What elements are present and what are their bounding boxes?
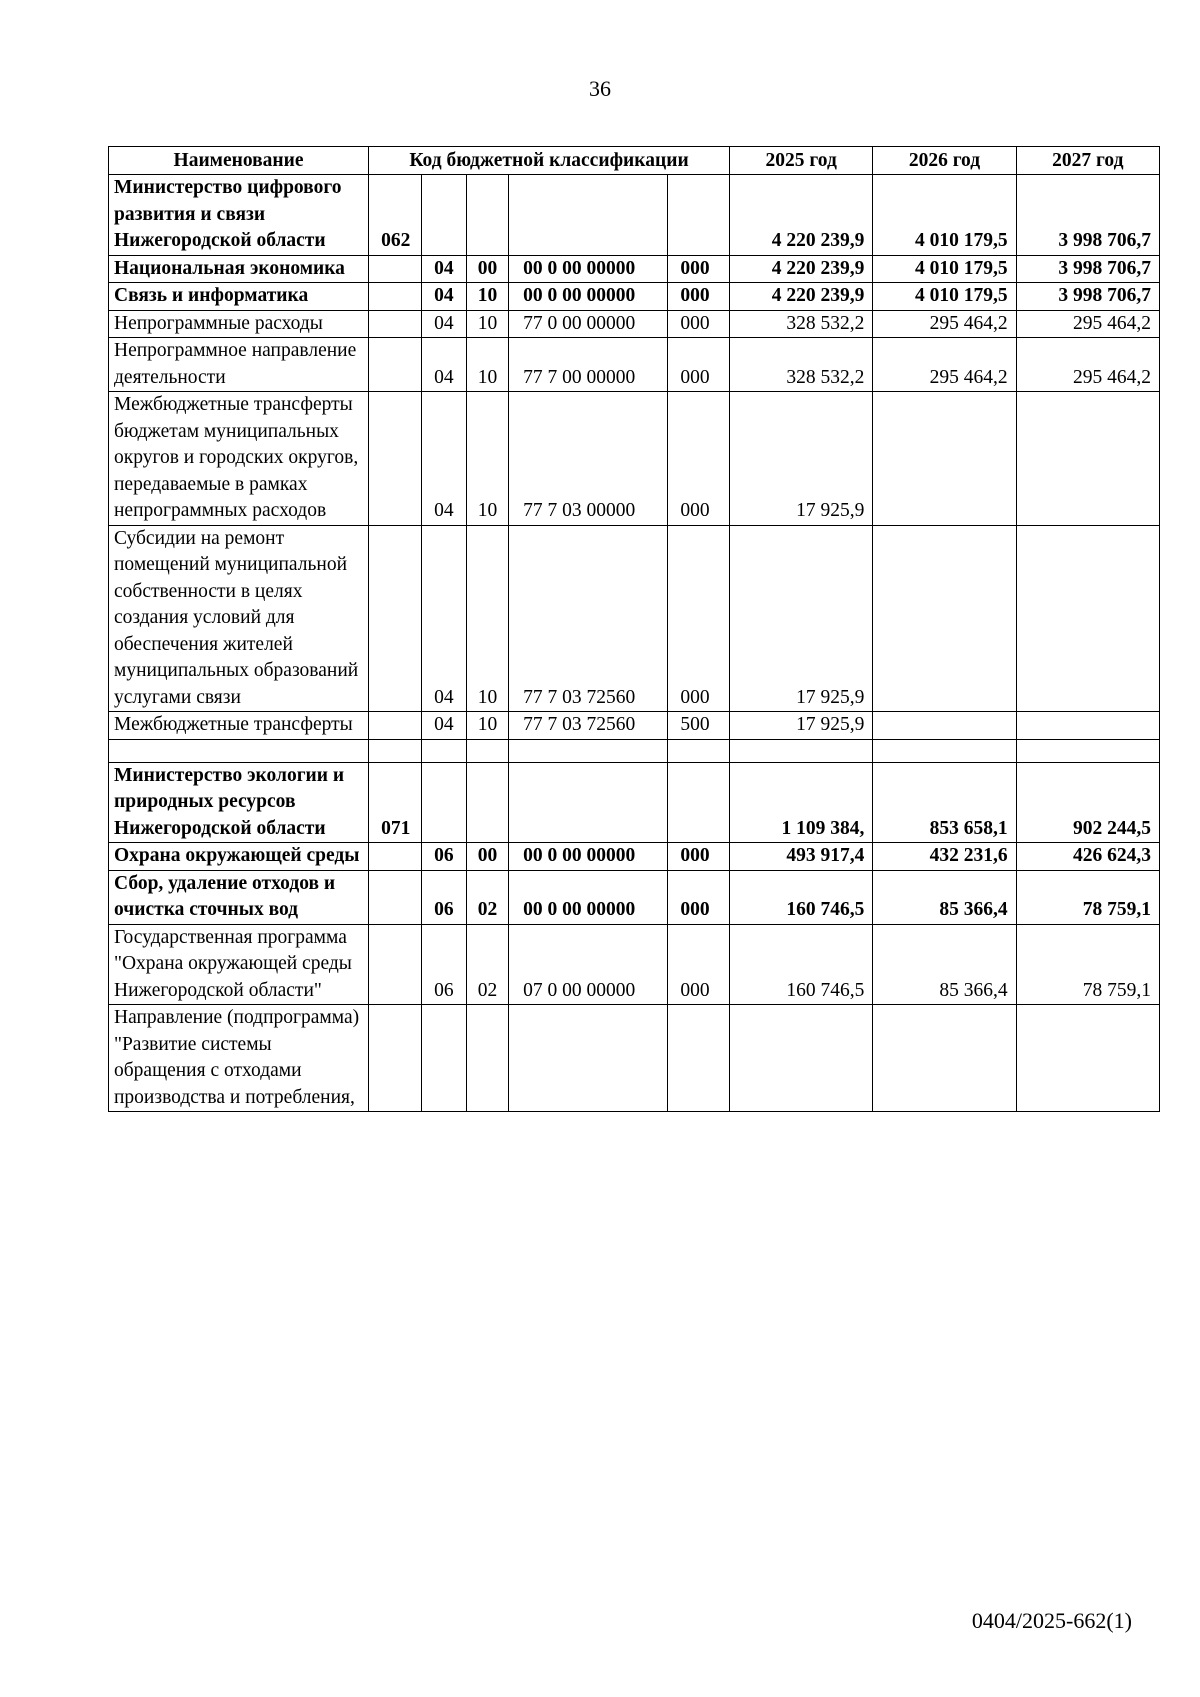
cell-target-article: 77 7 03 72560 [509, 712, 668, 740]
cell-target-article [509, 175, 668, 256]
header-2025: 2025 год [730, 147, 873, 175]
cell-name: Государственная программа "Охрана окружающей среды Нижегородской области" [109, 924, 369, 1005]
cell-name: Охрана окружающей среды [109, 843, 369, 871]
cell-expense-type: 000 [668, 870, 730, 924]
cell-2027 [1016, 525, 1159, 712]
table-row [109, 338, 1160, 392]
table-row [109, 175, 1160, 256]
cell-section: 04 [422, 310, 467, 338]
cell-subsection: 10 [466, 310, 508, 338]
cell-grbs [369, 392, 422, 526]
cell-name: Непрограммное направление деятельности [109, 338, 369, 392]
cell-2025: 17 925,9 [730, 712, 873, 740]
cell-2026 [873, 392, 1016, 526]
cell-section [422, 175, 467, 256]
spacer-row [109, 739, 1160, 762]
cell-target-article: 07 0 00 00000 [509, 924, 668, 1005]
cell-2026: 85 366,4 [873, 924, 1016, 1005]
cell-grbs [369, 712, 422, 740]
cell-2025: 160 746,5 [730, 924, 873, 1005]
cell-2025: 1 109 384, [730, 762, 873, 843]
cell-2026: 85 366,4 [873, 870, 1016, 924]
cell-2027: 295 464,2 [1016, 310, 1159, 338]
cell-name: Связь и информатика [109, 283, 369, 311]
cell-grbs: 062 [369, 175, 422, 256]
cell-grbs [369, 310, 422, 338]
cell-subsection: 10 [466, 525, 508, 712]
cell-2025: 17 925,9 [730, 392, 873, 526]
cell-expense-type: 500 [668, 712, 730, 740]
cell-section: 04 [422, 255, 467, 283]
cell-grbs [369, 283, 422, 311]
cell-2026 [873, 712, 1016, 740]
cell-target-article: 00 0 00 00000 [509, 255, 668, 283]
empty-cell [1016, 739, 1159, 762]
cell-2027: 3 998 706,7 [1016, 255, 1159, 283]
cell-expense-type: 000 [668, 525, 730, 712]
cell-name: Сбор, удаление отходов и очистка сточных вод [109, 870, 369, 924]
table-row [109, 283, 1160, 311]
cell-grbs [369, 870, 422, 924]
cell-target-article [509, 1005, 668, 1112]
cell-2027: 902 244,5 [1016, 762, 1159, 843]
cell-name: Межбюджетные трансферты бюджетам муниципальных округов и городских округов, передаваемые в рамках непрограммных расходов [109, 392, 369, 526]
cell-2027: 426 624,3 [1016, 843, 1159, 871]
table-row [109, 1005, 1160, 1112]
empty-cell [509, 739, 668, 762]
table-row [109, 843, 1160, 871]
cell-expense-type: 000 [668, 283, 730, 311]
budget-table [108, 146, 1160, 1112]
cell-section: 04 [422, 338, 467, 392]
cell-2025: 4 220 239,9 [730, 283, 873, 311]
empty-cell [730, 739, 873, 762]
cell-expense-type: 000 [668, 843, 730, 871]
cell-2025: 4 220 239,9 [730, 255, 873, 283]
cell-subsection: 02 [466, 924, 508, 1005]
cell-target-article: 77 0 00 00000 [509, 310, 668, 338]
cell-expense-type: 000 [668, 338, 730, 392]
cell-expense-type: 000 [668, 392, 730, 526]
cell-section: 06 [422, 843, 467, 871]
cell-2027: 78 759,1 [1016, 870, 1159, 924]
cell-2026: 295 464,2 [873, 338, 1016, 392]
cell-2025: 4 220 239,9 [730, 175, 873, 256]
cell-2026: 4 010 179,5 [873, 283, 1016, 311]
cell-section: 04 [422, 283, 467, 311]
table-row [109, 525, 1160, 712]
table-row [109, 924, 1160, 1005]
cell-subsection [466, 1005, 508, 1112]
cell-name: Субсидии на ремонт помещений муниципальной собственности в целях создания условий для обеспечения жителей муниципальных образований услугами связи [109, 525, 369, 712]
cell-2027: 3 998 706,7 [1016, 283, 1159, 311]
cell-subsection [466, 762, 508, 843]
cell-2026 [873, 525, 1016, 712]
cell-2025: 328 532,2 [730, 338, 873, 392]
cell-grbs [369, 338, 422, 392]
empty-cell [466, 739, 508, 762]
cell-target-article: 00 0 00 00000 [509, 870, 668, 924]
cell-subsection: 10 [466, 338, 508, 392]
empty-cell [873, 739, 1016, 762]
cell-expense-type [668, 1005, 730, 1112]
table-row [109, 870, 1160, 924]
cell-2027: 295 464,2 [1016, 338, 1159, 392]
cell-2025 [730, 1005, 873, 1112]
empty-cell [369, 739, 422, 762]
cell-section [422, 762, 467, 843]
cell-grbs [369, 255, 422, 283]
cell-section: 04 [422, 712, 467, 740]
header-name: Наименование [109, 147, 369, 175]
cell-2025: 493 917,4 [730, 843, 873, 871]
cell-section: 06 [422, 870, 467, 924]
cell-expense-type: 000 [668, 924, 730, 1005]
header-2026: 2026 год [873, 147, 1016, 175]
cell-expense-type: 000 [668, 255, 730, 283]
cell-section: 04 [422, 525, 467, 712]
cell-target-article [509, 762, 668, 843]
cell-expense-type [668, 175, 730, 256]
cell-subsection: 00 [466, 843, 508, 871]
cell-grbs [369, 924, 422, 1005]
empty-cell [422, 739, 467, 762]
cell-subsection: 10 [466, 712, 508, 740]
cell-expense-type [668, 762, 730, 843]
cell-name: Министерство экологии и природных ресурсов Нижегородской области [109, 762, 369, 843]
header-code: Код бюджетной классификации [369, 147, 730, 175]
cell-2026: 432 231,6 [873, 843, 1016, 871]
cell-2027 [1016, 392, 1159, 526]
cell-name: Межбюджетные трансферты [109, 712, 369, 740]
cell-grbs [369, 1005, 422, 1112]
cell-2027 [1016, 1005, 1159, 1112]
cell-name: Министерство цифрового развития и связи Нижегородской области [109, 175, 369, 256]
cell-section [422, 1005, 467, 1112]
cell-section: 06 [422, 924, 467, 1005]
cell-2026: 295 464,2 [873, 310, 1016, 338]
document-number: 0404/2025-662(1) [971, 1608, 1132, 1633]
cell-2026: 853 658,1 [873, 762, 1016, 843]
cell-target-article: 77 7 00 00000 [509, 338, 668, 392]
cell-subsection: 10 [466, 283, 508, 311]
cell-name: Направление (подпрограмма) "Развитие системы обращения с отходами производства и потребления, [109, 1005, 369, 1112]
cell-grbs [369, 843, 422, 871]
cell-2027: 3 998 706,7 [1016, 175, 1159, 256]
table-row [109, 712, 1160, 740]
cell-target-article: 77 7 03 72560 [509, 525, 668, 712]
table-row [109, 392, 1160, 526]
cell-subsection: 00 [466, 255, 508, 283]
cell-2026: 4 010 179,5 [873, 255, 1016, 283]
cell-2027 [1016, 712, 1159, 740]
cell-grbs [369, 525, 422, 712]
cell-subsection: 10 [466, 392, 508, 526]
table-row [109, 310, 1160, 338]
cell-name: Национальная экономика [109, 255, 369, 283]
cell-target-article: 00 0 00 00000 [509, 843, 668, 871]
cell-2027: 78 759,1 [1016, 924, 1159, 1005]
cell-2025: 160 746,5 [730, 870, 873, 924]
header-row [109, 147, 1160, 175]
cell-2025: 328 532,2 [730, 310, 873, 338]
table-row [109, 762, 1160, 843]
cell-2026 [873, 1005, 1016, 1112]
cell-section: 04 [422, 392, 467, 526]
header-2027: 2027 год [1016, 147, 1159, 175]
cell-name: Непрограммные расходы [109, 310, 369, 338]
page-number: 36 [589, 76, 611, 101]
cell-subsection: 02 [466, 870, 508, 924]
empty-cell [109, 739, 369, 762]
cell-expense-type: 000 [668, 310, 730, 338]
cell-target-article: 00 0 00 00000 [509, 283, 668, 311]
table-body [109, 175, 1160, 1112]
empty-cell [668, 739, 730, 762]
cell-2026: 4 010 179,5 [873, 175, 1016, 256]
cell-2025: 17 925,9 [730, 525, 873, 712]
cell-grbs: 071 [369, 762, 422, 843]
table-row [109, 255, 1160, 283]
cell-target-article: 77 7 03 00000 [509, 392, 668, 526]
cell-subsection [466, 175, 508, 256]
